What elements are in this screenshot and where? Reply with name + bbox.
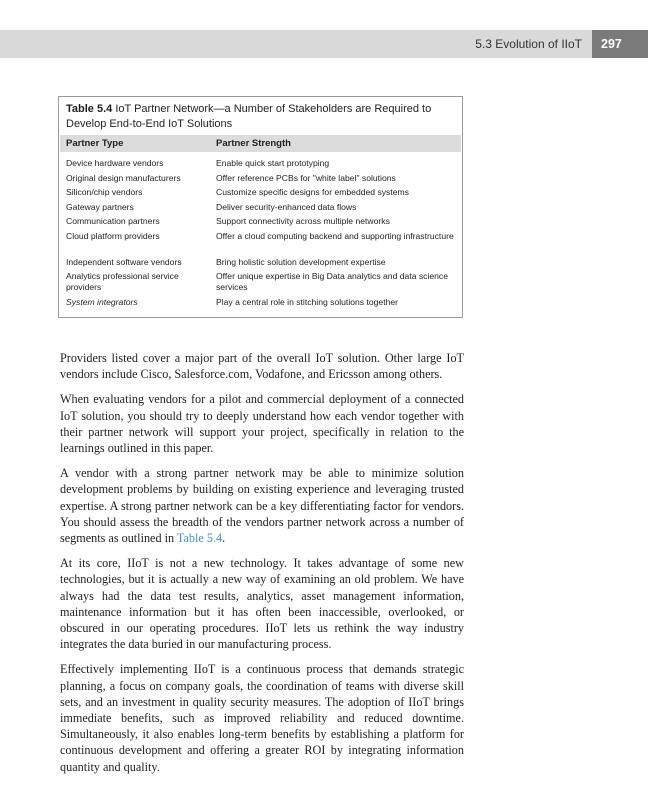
paragraph xyxy=(60,465,464,546)
partner-type-cell: Cloud platform providers xyxy=(66,231,160,241)
paragraph: At its core, IIoT is not a new technology. It takes advantage of some new technologies, but it is actually a new way of examining an old problem. We have always had the data test results, analytics, asset management information, maintenance information but it has often been inaccessible, overlooked, or obscured in our operating procedures. IIoT lets us rethink the way industry integrates the data buried in our manufacturing process. xyxy=(60,556,464,652)
column-header-partner-strength: Partner Strength xyxy=(216,138,291,149)
paragraph-text: . xyxy=(222,531,226,546)
partner-strength-cell: Offer unique expertise in Big Data analytics and data science services xyxy=(216,270,449,292)
partner-type-cell: Communication partners xyxy=(66,216,160,226)
partner-type-cell: Gateway partners xyxy=(66,201,134,212)
table-caption-label: Table 5.4 xyxy=(66,103,113,115)
partner-type-cell: Device hardware vendors xyxy=(66,158,164,168)
partner-strength-cell: Offer a cloud computing backend and supporting infrastructure xyxy=(216,231,454,241)
partner-type-cell: Original design manufacturers xyxy=(66,172,181,183)
partner-network-table xyxy=(58,96,463,318)
table-reference-link[interactable]: Table 5.4 xyxy=(176,531,223,546)
paragraph: Effectively implementing IIoT is a continuous process that demands strategic planning, a focus on company goals, the coordination of teams with diverse skill sets, and an investment in quality security measures. The adoption of IIoT brings immediate benefits, such as improved reliability and reduced downtime. Simultaneously, it also enables long-term benefits by establishing a platform for continuous development and offering a greater ROI by integrating information quantity and quality. xyxy=(60,662,464,774)
partner-strength-cell: Deliver security-enhanced data flows xyxy=(216,201,357,212)
partner-type-cell: Silicon/chip vendors xyxy=(66,187,143,197)
paragraph: Providers listed cover a major part of the overall IoT solution. Other large IoT vendors include Cisco, Salesforce.com, Vodafone, and Ericsson among others. xyxy=(60,351,464,382)
partner-strength-cell: Customize specific designs for embedded systems xyxy=(216,187,409,197)
partner-strength-cell: Support connectivity across multiple networks xyxy=(216,216,390,226)
table-caption-text: IoT Partner Network—a Number of Stakeholders are Required to Develop End-to-End IoT Solutions xyxy=(66,103,432,130)
page-number: 297 xyxy=(592,30,648,58)
partner-strength-cell: Offer reference PCBs for "white label" solutions xyxy=(216,172,396,183)
running-header-section: 5.3 Evolution of IIoT xyxy=(475,37,582,51)
partner-strength-cell: Enable quick start prototyping xyxy=(216,158,330,168)
paragraph: When evaluating vendors for a pilot and commercial deployment of a connected IoT solution, you should try to deeply understand how each vendor together with their partner network will support your project, specifically in relation to the learnings outlined in this paper. xyxy=(60,392,464,456)
partner-type-cell: System integrators xyxy=(66,296,138,307)
table-header-row xyxy=(60,135,461,152)
body-text xyxy=(60,350,464,784)
column-header-partner-type: Partner Type xyxy=(66,138,124,149)
paragraph-text: A vendor with a strong partner network may be able to minimize solution development problems by building on existing experience and leveraging trusted expertise. A strong partner network can be a key differentiating factor for vendors. You should assess the breadth of the vendors partner network across a number of segments as outlined in xyxy=(60,466,464,546)
partner-type-cell: Analytics professional service providers xyxy=(66,270,179,292)
partner-type-cell: Independent software vendors xyxy=(66,256,182,267)
partner-strength-cell: Bring holistic solution development expertise xyxy=(216,256,386,267)
partner-strength-cell: Play a central role in stitching solutions together xyxy=(216,296,399,307)
table-caption xyxy=(66,102,459,131)
